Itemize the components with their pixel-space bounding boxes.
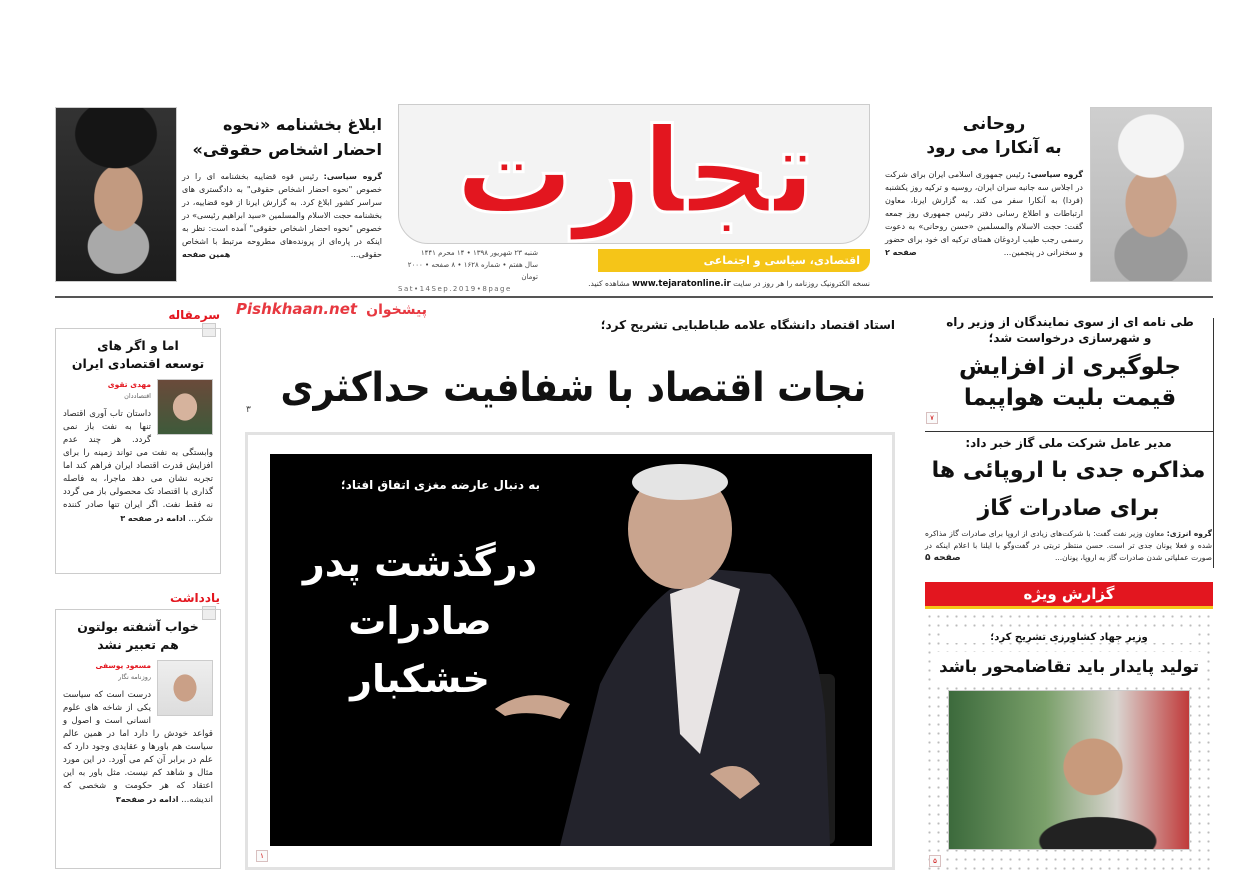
photo-story-kicker: به دنبال عارضه مغزی اتفاق افتاد؛ (340, 478, 540, 492)
note-title[interactable]: خواب آشفته بولتون هم تعبیر نشد (77, 619, 199, 652)
page-ref[interactable]: همین صفحه (182, 250, 231, 259)
lead-page-ref[interactable]: ۳ (246, 405, 251, 415)
watermark (236, 299, 427, 323)
website-line: نسخه الکترونیک روزنامه را هر روز در سایت www.tejaratonline.ir مشاهده کنید. (588, 279, 870, 289)
special-report-box (925, 612, 1213, 872)
special-report-headline[interactable]: تولید پایدار باید تقاضامحور باشد (933, 652, 1205, 682)
lead-headline[interactable]: نجات اقتصاد با شفافیت حداکثری (280, 365, 866, 411)
masthead (398, 104, 870, 292)
editorial-body: داستان تاب آوری اقتصاد تنها به نفت باز نمی گردد. هر چند عدم وابستگی به نفت می تواند زمینه را برای افزایش قدرت اقتصاد ایران فراهم کند اما تجربه نشان می دهد ماجرا، به فاصله گذاری با اقتصاد تک محصولی باز می گردد نه فقط نفت. اگر ایران تنها صادر کننده شکر... ادامه در صفحه ۳ (63, 409, 213, 524)
author-photo (157, 660, 213, 716)
watermark-en: Pishkhaan.net (236, 300, 358, 318)
top-right-story (885, 112, 1083, 259)
story-body: گروه سیاسی: رئیس قوه قضاییه بخشنامه ای را در خصوص "نحوه احضار اشخاص حقوقی" به دادگستری های سراسر کشور ابلاغ کرد. به گزارش ایرنا از قوه قضاییه، در بخشنامه حجت الاسلام والمسلمین «سید ابراهیم رئیسی» در خصوص "نحوه احضار اشخاص حقوقی" آمده است: نظر به اینکه در پاره‌ای از پرونده‌های مطروحه مرتبط با اشخاص حقوقی... همین صفحه (182, 172, 383, 259)
story-headline[interactable]: جلوگیری از افزایش قیمت بلیت هواپیما (959, 354, 1181, 411)
author-name: مهدی تقوی (107, 380, 151, 389)
special-report-title: گزارش ویژه (1023, 585, 1115, 603)
date-persian: شنبه ۲۳ شهریور ۱۳۹۸ • ۱۴ محرم ۱۴۴۱ (420, 249, 538, 257)
note-body: درست است که سیاست یکی از شاخه های علوم انسانی است و اصول و قواعد خودش را دارد اما در همین عالم سیاست هم باورها و عقایدی وجود دارد که علم در برابر آن کم می آورد. در این مورد مثال و شاهد کم نیست. مثل باور به این اعتقاد که هر حکومت و شخصی که اندیشه... ادامه در صفحه۳ (63, 690, 213, 805)
raisi-photo (55, 107, 177, 282)
photo-story-page-ref[interactable]: ۱ (256, 850, 268, 862)
story-body: گروه انرژی: معاون وزیر نفت گفت: با شرکت‌های زیادی از اروپا برای صادرات گاز مذاکره شده و فعلا یونان جدی تر است. حسن منتظر تربتی در گفت‌وگو با ایلنا با اعلام اینکه در صورت عملیاتی شدن صادرات گاز به اروپا، یونان... صفحه ۵ (925, 529, 1212, 563)
masthead-logo[interactable]: تجارت (455, 104, 816, 240)
special-report-bar (925, 582, 1213, 609)
right-story-1-page-ref[interactable]: ۷ (926, 412, 938, 424)
page-ref[interactable]: صفحه ۲ (885, 248, 917, 257)
story-headline[interactable]: مذاکره جدی با اروپائی ها برای صادرات گاز (931, 458, 1206, 521)
author-photo (157, 379, 213, 435)
website-link[interactable]: www.tejaratonline.ir (632, 279, 731, 289)
lead-headline-wrap (258, 358, 888, 418)
minister-photo (948, 690, 1190, 850)
story-kicker: مدیر عامل شرکت ملی گاز خبر داد: (965, 436, 1172, 450)
photo-story-frame (245, 432, 895, 870)
story-title[interactable]: روحانی به آنکارا می رود (926, 114, 1062, 158)
photo-story-headline[interactable]: درگذشت پدر صادرات خشکبار (302, 541, 538, 701)
watermark-fa: پیشخوان (366, 302, 427, 318)
story-kicker: طی نامه ای از سوی نمایندگان از وزیر راه و شهرسازی درخواست شد؛ (946, 315, 1194, 345)
note-box (55, 609, 221, 869)
note-label: یادداشت (150, 591, 220, 620)
editorial-label: سرمقاله (150, 308, 220, 337)
editorial-box (55, 328, 221, 574)
author-role: اقتصاددان (124, 392, 151, 400)
story-body: گروه سیاسی: رئیس جمهوری اسلامی ایران برای شرکت در اجلاس سه جانبه سران ایران، روسیه و ترکیه روز یکشنبه (فردا) به آنکارا سفر می کند. به گزارش ایرنا، معاون ارتباطات و اطلاع رسانی دفتر رئیس جمهوری روز جمعه گفت: حجت الاسلام والمسلمین «حسن روحانی» به دعوت رسمی رجب طیب اردوغان همتای ترکیه ای خود برای حضور و سخنرانی در پنجمین... صفحه ۲ (885, 170, 1084, 257)
continued-link[interactable]: ادامه در صفحه۳ (115, 795, 179, 804)
author-name: مسعود یوسفی (95, 661, 151, 670)
special-report-page-ref[interactable]: ۵ (929, 855, 941, 867)
right-story-1 (930, 314, 1210, 414)
continued-link[interactable]: ادامه در صفحه ۳ (120, 514, 186, 523)
tagline-bar (598, 249, 870, 272)
right-story-2 (925, 436, 1212, 564)
author-role: روزنامه نگار (118, 673, 151, 681)
date-box (398, 247, 538, 295)
right-column-rule (1213, 318, 1214, 568)
top-left-story (182, 112, 382, 261)
rouhani-photo (1090, 107, 1212, 282)
tagline: اقتصادی، سیاسی و اجتماعی (703, 254, 860, 267)
special-report-kicker: وزیر جهاد کشاورزی تشریح کرد؛ (945, 632, 1193, 643)
issue-info: سال هفتم • شماره ۱۶۲۸ • ۸ صفحه • ۲۰۰۰ تومان (407, 261, 538, 281)
header-divider (55, 296, 1213, 298)
editorial-title[interactable]: اما و اگر های توسعه اقتصادی ایران (71, 338, 205, 371)
photo-story-image[interactable] (270, 454, 872, 846)
lead-kicker: استاد اقتصاد دانشگاه علامه طباطبایی تشریح کرد؛ (600, 318, 895, 332)
page-ref[interactable]: صفحه ۵ (925, 553, 961, 563)
story-title[interactable]: ابلاغ بخشنامه «نحوه احضار اشخاص حقوقی» (192, 115, 382, 159)
right-divider (925, 431, 1213, 432)
date-english: Sat•14Sep.2019•8page (398, 285, 512, 293)
